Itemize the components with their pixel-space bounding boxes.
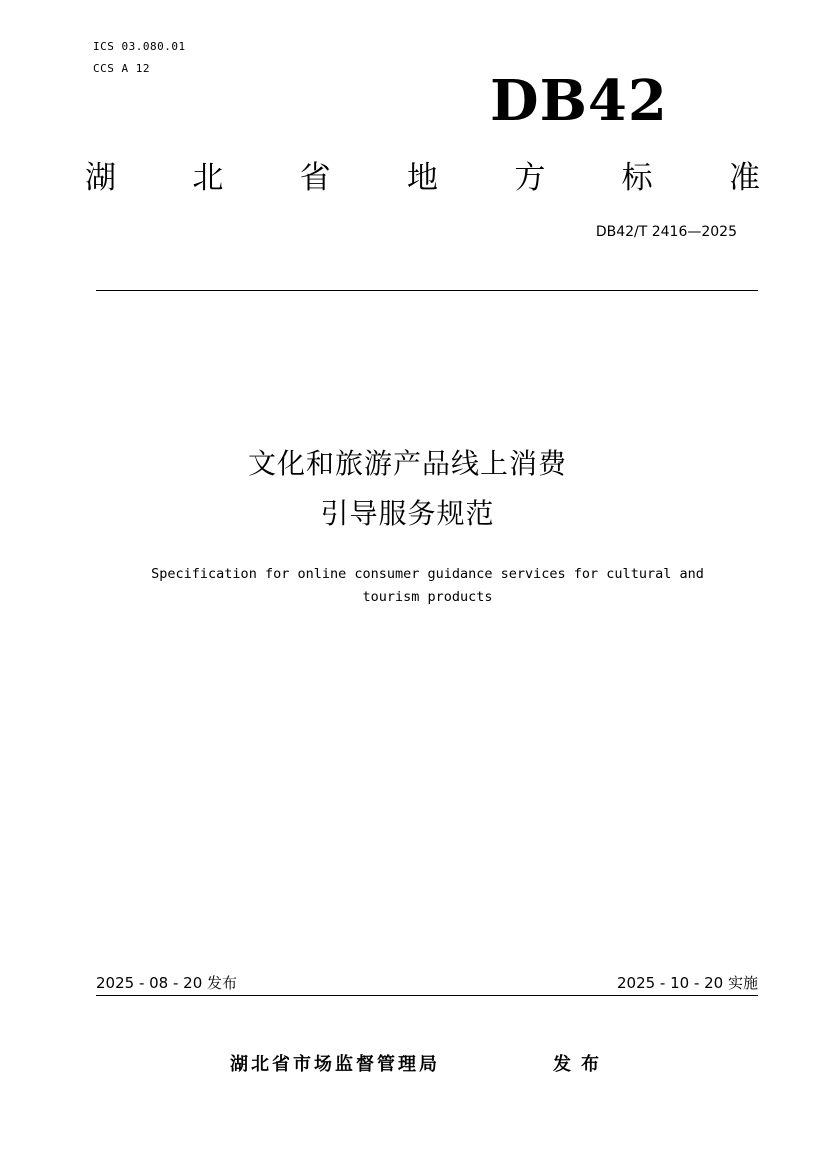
standard-type-char: 湖 xyxy=(85,160,116,196)
document-title-line-2: 引导服务规范 xyxy=(320,497,495,530)
english-title-line-2: tourism products xyxy=(362,589,493,605)
implement-date: 2025 - 10 - 20 实施 xyxy=(616,974,758,992)
issuing-authority: 湖北省市场监督管理局 xyxy=(230,1054,440,1075)
english-title-line-1: Specification for online consumer guidance services for cultural and xyxy=(151,566,704,582)
standard-number: DB42/T 2416—2025 xyxy=(595,224,737,240)
standard-type-char: 北 xyxy=(192,160,224,196)
ics-code: ICS 03.080.01 xyxy=(93,40,186,53)
footer-divider xyxy=(96,995,758,996)
ccs-code: CCS A 12 xyxy=(93,62,150,75)
standard-type-char: 方 xyxy=(514,160,546,196)
publish-date: 2025 - 08 - 20 发布 xyxy=(96,974,238,992)
db-standard-mark: DB42 xyxy=(490,68,668,134)
header-divider xyxy=(96,290,758,291)
standard-type-heading xyxy=(85,156,760,200)
standard-type-char: 标 xyxy=(621,160,653,196)
standard-type-char: 省 xyxy=(299,160,331,196)
issue-action: 发布 xyxy=(553,1054,609,1075)
standard-type-char: 地 xyxy=(406,160,438,196)
document-title-line-1: 文化和旅游产品线上消费 xyxy=(247,447,567,480)
standard-type-char: 准 xyxy=(728,160,760,196)
